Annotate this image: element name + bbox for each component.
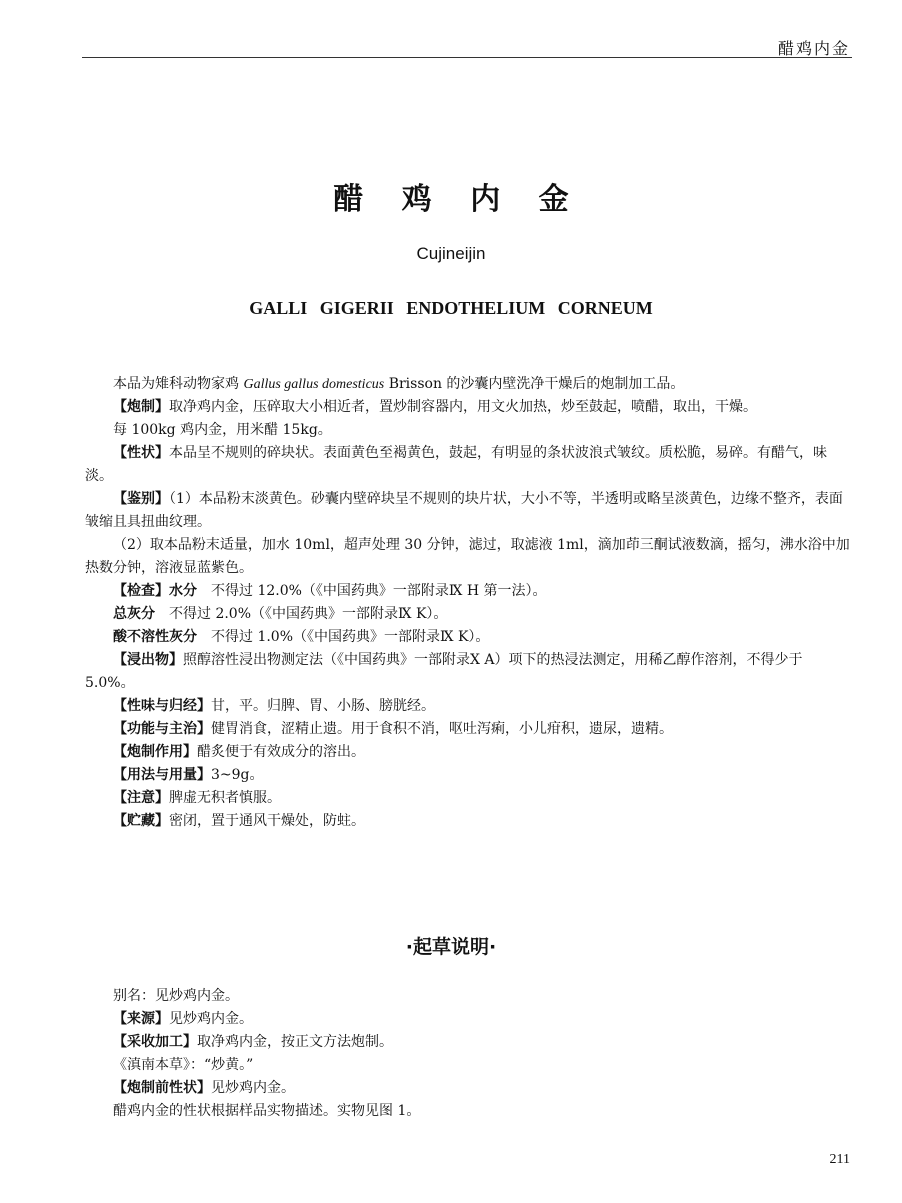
caution-text: 脾虚无积者慎服。 (169, 790, 281, 806)
usage-text: 3~9g。 (211, 767, 264, 783)
storage-paragraph (85, 810, 852, 833)
description-text: 醋鸡内金的性状根据样品实物描述。实物见图 1。 (113, 1103, 421, 1119)
caution-paragraph (85, 787, 852, 810)
latin-name: GALLI GIGERII ENDOTHELIUM CORNEUM (249, 298, 653, 318)
source-paragraph (85, 1008, 852, 1031)
function-label: 【功能与主治】 (113, 721, 211, 737)
storage-text: 密闭，置于通风干燥处，防蛀。 (169, 813, 365, 829)
check-label: 【检查】 (113, 583, 169, 599)
nature-paragraph (85, 695, 852, 718)
extract-label: 【浸出物】 (113, 652, 183, 668)
pre-character-label: 【炮制前性状】 (113, 1080, 211, 1096)
character-paragraph (85, 442, 852, 488)
check-paragraph (85, 580, 852, 603)
processing-label: 【炮制】 (113, 399, 169, 415)
intro-post: Brisson 的沙囊内壁洗净干燥后的炮制加工品。 (388, 376, 685, 392)
drafting-notes (85, 985, 852, 1123)
identification-paragraph-1 (85, 488, 852, 534)
effect-paragraph (85, 741, 852, 764)
alias-paragraph (85, 985, 852, 1008)
moisture-text: 不得过 12.0%（《中国药典》一部附录Ⅸ H 第一法）。 (211, 583, 547, 599)
vinegar-text: 每 100kg 鸡内金，用米醋 15kg。 (113, 422, 332, 438)
ash-label: 总灰分 (113, 606, 155, 622)
drafting-heading: ·起草说明· (405, 936, 497, 958)
intro-pre: 本品为雉科动物家鸡 (113, 376, 239, 392)
vinegar-paragraph (85, 419, 852, 442)
identification-text-2: （2）取本品粉末适量，加水 10ml，超声处理 30 分钟，滤过，取滤液 1ml，滴加茚三酮试液数滴，摇匀，沸水浴中加热数分钟，溶液显蓝紫色。 (85, 537, 850, 576)
collection-label: 【采收加工】 (113, 1034, 197, 1050)
processing-paragraph (85, 396, 852, 419)
effect-label: 【炮制作用】 (113, 744, 197, 760)
source-text: 见炒鸡内金。 (169, 1011, 253, 1027)
nature-label: 【性味与归经】 (113, 698, 211, 714)
pinyin-name: Cujineijin (416, 244, 486, 263)
species-name: Gallus gallus domesticus (243, 377, 385, 392)
processing-text: 取净鸡内金，压碎取大小相近者，置炒制容器内，用文火加热，炒至鼓起，喷醋，取出，干燥。 (169, 399, 757, 415)
identification-paragraph-2 (85, 534, 852, 580)
citation-text: 《滇南本草》：“炒黄。” (113, 1057, 254, 1073)
extract-text: 照醇溶性浸出物测定法（《中国药典》一部附录Ⅹ A）项下的热浸法测定，用稀乙醇作溶剂，不得少于 5.0%。 (85, 652, 803, 691)
moisture-label: 水分 (169, 583, 197, 599)
description-paragraph (85, 1100, 852, 1123)
character-text: 本品呈不规则的碎块状。表面黄色至褐黄色，鼓起，有明显的条状波浪式皱纹。质松脆，易碎。有醋气，味淡。 (85, 445, 827, 484)
identification-text-1: （1）本品粉末淡黄色。砂囊内壁碎块呈不规则的块片状，大小不等，半透明或略呈淡黄色，边缘不整齐，表面皱缩且具扭曲纹理。 (85, 491, 843, 530)
alias-label: 别名： (113, 988, 155, 1004)
collection-text: 取净鸡内金，按正文方法炮制。 (197, 1034, 393, 1050)
header-rule (82, 57, 852, 58)
monograph-body (85, 373, 852, 833)
function-paragraph (85, 718, 852, 741)
usage-label: 【用法与用量】 (113, 767, 211, 783)
intro-paragraph (85, 373, 852, 396)
citation-paragraph (85, 1054, 852, 1077)
ash-text: 不得过 2.0%（《中国药典》一部附录Ⅸ K）。 (169, 606, 448, 622)
acid-ash-text: 不得过 1.0%（《中国药典》一部附录Ⅸ K）。 (211, 629, 490, 645)
alias-text: 见炒鸡内金。 (155, 988, 239, 1004)
usage-paragraph (85, 764, 852, 787)
pre-character-text: 见炒鸡内金。 (211, 1080, 295, 1096)
page-number: 211 (829, 1152, 850, 1167)
storage-label: 【贮藏】 (113, 813, 169, 829)
character-label: 【性状】 (113, 445, 169, 461)
function-text: 健胃消食，涩精止遗。用于食积不消，呕吐泻痢，小儿疳积，遗尿，遗精。 (211, 721, 673, 737)
acid-ash-paragraph (85, 626, 852, 649)
source-label: 【来源】 (113, 1011, 169, 1027)
page-title: 醋 鸡 内 金 (333, 182, 583, 217)
extract-paragraph (85, 649, 852, 695)
caution-label: 【注意】 (113, 790, 169, 806)
ash-paragraph (85, 603, 852, 626)
identification-label: 【鉴别】 (113, 491, 169, 507)
nature-text: 甘，平。归脾、胃、小肠、膀胱经。 (211, 698, 435, 714)
acid-ash-label: 酸不溶性灰分 (113, 629, 197, 645)
running-head: 醋鸡内金 (777, 39, 850, 58)
collection-paragraph (85, 1031, 852, 1054)
pre-character-paragraph (85, 1077, 852, 1100)
effect-text: 醋炙便于有效成分的溶出。 (197, 744, 365, 760)
